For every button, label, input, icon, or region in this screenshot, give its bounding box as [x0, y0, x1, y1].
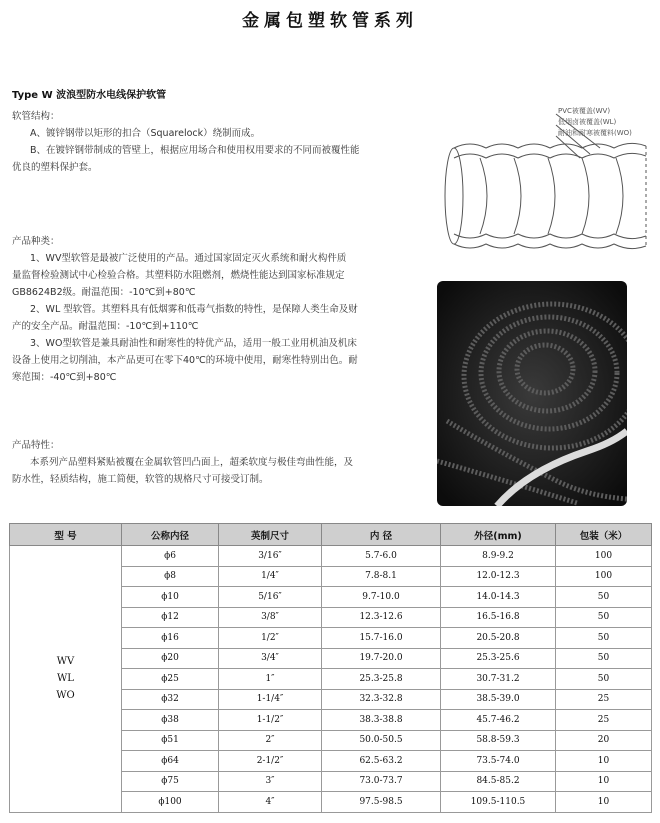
types-line: GB8624B2级。耐温范围：-10℃到+80℃ [12, 287, 196, 298]
structure-line: B、在镀锌钢带制成的管壁上，根据应用场合和使用权用要求的不同而被覆性能 [30, 145, 360, 156]
features-heading: 产品特性： [12, 440, 60, 451]
cell-inner: 7.8-8.1 [322, 566, 441, 587]
cell-nominal: ϕ51 [122, 730, 219, 751]
types-line: 2、WL 型软管。其塑料具有低烟雾和低毒气指数的特性，是保障人类生命及财 [30, 304, 358, 315]
cell-packaging: 100 [556, 546, 652, 567]
cell-inner: 25.3-25.8 [322, 669, 441, 690]
cell-imperial: 1/4″ [219, 566, 322, 587]
cell-inner: 19.7-20.0 [322, 648, 441, 669]
types-line: 量监督检验测试中心检验合格。其塑料防水阻燃剂，燃烧性能达到国家标准规定 [12, 270, 345, 281]
cell-outer: 30.7-31.2 [441, 669, 556, 690]
table-row [10, 546, 652, 567]
cell-packaging: 50 [556, 669, 652, 690]
cell-nominal: ϕ16 [122, 628, 219, 649]
cell-packaging: 50 [556, 587, 652, 608]
structure-line: 优良的塑料保护套。 [12, 162, 98, 173]
types-line: 3、WO型软管是兼具耐油性和耐寒性的特优产品，适用一般工业用机油及机床 [30, 338, 357, 349]
cell-packaging: 50 [556, 607, 652, 628]
diagram-label-wv: PVC被覆盖(WV) [558, 107, 611, 115]
features-line: 本系列产品塑料紧贴被覆在金属软管凹凸面上，超柔软度与极佳弯曲性能，及 [30, 457, 354, 468]
cell-imperial: 2-1/2″ [219, 751, 322, 772]
cell-nominal: ϕ32 [122, 689, 219, 710]
cell-inner: 50.0-50.5 [322, 730, 441, 751]
cell-inner: 32.3-32.8 [322, 689, 441, 710]
header-nominal-diameter: 公称内径 [122, 524, 219, 546]
structure-line: A、镀锌钢带以矩形的扣合（Squarelock）绕制而成。 [30, 128, 261, 139]
cell-outer: 84.5-85.2 [441, 771, 556, 792]
cell-inner: 73.0-73.7 [322, 771, 441, 792]
header-outer-diameter: 外径(mm) [441, 524, 556, 546]
cell-outer: 109.5-110.5 [441, 792, 556, 813]
cell-imperial: 3″ [219, 771, 322, 792]
cell-packaging: 10 [556, 792, 652, 813]
cell-nominal: ϕ12 [122, 607, 219, 628]
cell-nominal: ϕ64 [122, 751, 219, 772]
features-section [12, 437, 388, 488]
cell-imperial: 2″ [219, 730, 322, 751]
type-cell [10, 546, 122, 813]
cell-imperial: 3/16″ [219, 546, 322, 567]
cell-packaging: 100 [556, 566, 652, 587]
cell-inner: 38.3-38.8 [322, 710, 441, 731]
cell-imperial: 3/4″ [219, 648, 322, 669]
cell-nominal: ϕ100 [122, 792, 219, 813]
cell-nominal: ϕ75 [122, 771, 219, 792]
cell-inner: 15.7-16.0 [322, 628, 441, 649]
types-line: 1、WV型软管是最被广泛使用的产品。通过国家固定灭火系统和耐火构件质 [30, 253, 347, 264]
cell-imperial: 1-1/2″ [219, 710, 322, 731]
cell-packaging: 10 [556, 751, 652, 772]
cell-inner: 5.7-6.0 [322, 546, 441, 567]
types-heading: 产品种类： [12, 236, 60, 247]
cell-nominal: ϕ8 [122, 566, 219, 587]
header-imperial-size: 英制尺寸 [219, 524, 322, 546]
cell-inner: 62.5-63.2 [322, 751, 441, 772]
cell-imperial: 4″ [219, 792, 322, 813]
cell-nominal: ϕ25 [122, 669, 219, 690]
type-wv: WV [56, 656, 75, 668]
cell-inner: 97.5-98.5 [322, 792, 441, 813]
table-header-row [10, 524, 652, 546]
types-line: 寒范围：-40℃到+80℃ [12, 372, 117, 383]
cell-outer: 20.5-20.8 [441, 628, 556, 649]
header-packaging: 包装（米） [556, 524, 652, 546]
diagram-label-wo: 耐油和耐寒被覆料(WO) [558, 129, 632, 137]
cell-packaging: 25 [556, 689, 652, 710]
cell-nominal: ϕ6 [122, 546, 219, 567]
structure-section [12, 108, 388, 176]
type-wo: WO [56, 690, 75, 702]
cell-outer: 38.5-39.0 [441, 689, 556, 710]
features-line: 防水性，轻质结构，施工简便，软管的规格尺寸可接受订制。 [12, 474, 269, 485]
cell-outer: 73.5-74.0 [441, 751, 556, 772]
spec-table [9, 523, 652, 813]
types-line: 产的安全产品。耐温范围：-10℃到+110℃ [12, 321, 199, 332]
cell-outer: 58.8-59.3 [441, 730, 556, 751]
cell-outer: 16.5-16.8 [441, 607, 556, 628]
cell-outer: 14.0-14.3 [441, 587, 556, 608]
types-section [12, 233, 388, 386]
header-type: 型 号 [10, 524, 122, 546]
cell-outer: 8.9-9.2 [441, 546, 556, 567]
cell-inner: 12.3-12.6 [322, 607, 441, 628]
type-wl: WL [57, 673, 74, 685]
cell-outer: 45.7-46.2 [441, 710, 556, 731]
header-inner-diameter: 内 径 [322, 524, 441, 546]
cell-packaging: 50 [556, 648, 652, 669]
cell-outer: 25.3-25.6 [441, 648, 556, 669]
cell-packaging: 10 [556, 771, 652, 792]
cell-imperial: 1/2″ [219, 628, 322, 649]
cell-packaging: 50 [556, 628, 652, 649]
cell-imperial: 1″ [219, 669, 322, 690]
diagram-label-wl: 低烟卤被覆盖(WL) [558, 118, 617, 126]
cell-inner: 9.7-10.0 [322, 587, 441, 608]
conduit-diagram [440, 96, 660, 271]
cell-packaging: 25 [556, 710, 652, 731]
cell-imperial: 1-1/4″ [219, 689, 322, 710]
types-line: 设备上使用之切削油，本产品更可在零下40℃的环境中使用，耐寒性特别出色。耐 [12, 355, 358, 366]
conduit-coil-photo [437, 281, 627, 506]
cell-nominal: ϕ20 [122, 648, 219, 669]
cell-nominal: ϕ38 [122, 710, 219, 731]
cell-imperial: 3/8″ [219, 607, 322, 628]
cell-imperial: 5/16″ [219, 587, 322, 608]
cell-outer: 12.0-12.3 [441, 566, 556, 587]
product-subtitle: Type W 波浪型防水电线保护软管 [12, 90, 167, 101]
cell-nominal: ϕ10 [122, 587, 219, 608]
page-title: 金属包塑软管系列 [242, 11, 418, 31]
structure-heading: 软管结构： [12, 111, 60, 122]
cell-packaging: 20 [556, 730, 652, 751]
